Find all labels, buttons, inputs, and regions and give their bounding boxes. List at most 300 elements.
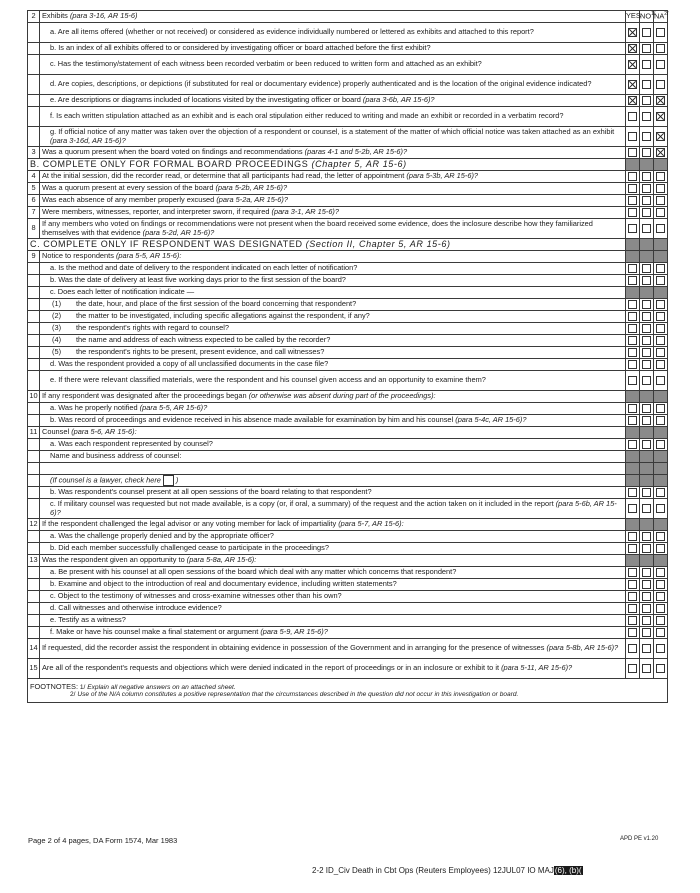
no-checkbox[interactable] [642, 504, 651, 513]
item-number-cell [28, 543, 40, 555]
na-checkbox[interactable] [656, 488, 665, 497]
checklist-row [28, 347, 668, 359]
no-checkbox-cell [640, 451, 654, 463]
na-checkbox[interactable] [656, 644, 665, 653]
item-label: b. Was respondent's counsel present at all open sessions of the board relating to that respondent? [50, 487, 372, 497]
checklist-row [28, 43, 668, 55]
no-checkbox[interactable] [642, 568, 651, 577]
no-checkbox-cell [640, 487, 654, 499]
checklist-row [28, 579, 668, 591]
na-checkbox-cell [654, 219, 668, 239]
item-number-cell [28, 639, 40, 659]
item-text [40, 263, 626, 275]
yes-checkbox[interactable] [628, 376, 637, 385]
na-checkbox[interactable] [656, 132, 665, 141]
na-checkbox[interactable] [656, 80, 665, 89]
no-checkbox-cell [640, 659, 654, 679]
no-checkbox-cell [640, 427, 654, 439]
na-checkbox[interactable] [656, 336, 665, 345]
yes-checkbox-cell [626, 543, 640, 555]
na-checkbox[interactable] [656, 184, 665, 193]
yes-checkbox[interactable] [628, 324, 637, 333]
item-text [40, 107, 626, 127]
item-label: Notice to respondents [42, 251, 114, 261]
item-number-cell [28, 591, 40, 603]
item-text [40, 171, 626, 183]
no-checkbox[interactable] [642, 404, 651, 413]
checklist-row [28, 371, 668, 391]
item-number-cell [28, 615, 40, 627]
yes-checkbox-cell [626, 591, 640, 603]
checklist-row [28, 251, 668, 263]
item-number-cell [28, 603, 40, 615]
item-number-cell [28, 439, 40, 451]
yes-checkbox[interactable] [628, 208, 637, 217]
no-checkbox[interactable] [642, 208, 651, 217]
item-number-cell [28, 403, 40, 415]
item-label: c. Does each letter of notification indicate — [50, 287, 195, 297]
item-label: b. Did each member successfully challenged cease to participate in the proceedings? [50, 543, 329, 553]
na-checkbox[interactable] [656, 440, 665, 449]
item-reference: (para 5-6, AR 15-6): [71, 427, 137, 437]
no-checkbox-cell [640, 603, 654, 615]
yes-checkbox[interactable] [628, 580, 637, 589]
no-checkbox[interactable] [642, 360, 651, 369]
sub-item-label: (4) [52, 335, 62, 345]
na-checkbox-cell [654, 403, 668, 415]
yes-checkbox[interactable] [628, 60, 637, 69]
na-checkbox-cell [654, 371, 668, 391]
yes-checkbox[interactable] [628, 404, 637, 413]
checklist-row [28, 23, 668, 43]
item-number-cell [28, 107, 40, 127]
yes-checkbox[interactable] [628, 544, 637, 553]
na-checkbox[interactable] [656, 376, 665, 385]
section-title [28, 159, 626, 171]
item-number: 10 [29, 391, 38, 401]
yes-checkbox-cell [626, 183, 640, 195]
yes-checkbox-cell [626, 403, 640, 415]
no-checkbox[interactable] [642, 224, 651, 233]
yes-checkbox[interactable] [628, 336, 637, 345]
yes-checkbox[interactable] [628, 28, 637, 37]
yes-checkbox-cell [626, 263, 640, 275]
item-number-cell [28, 347, 40, 359]
no-checkbox[interactable] [642, 592, 651, 601]
na-checkbox-cell [654, 659, 668, 679]
no-checkbox[interactable] [642, 60, 651, 69]
item-text [40, 323, 626, 335]
section-header [28, 239, 668, 251]
no-checkbox[interactable] [642, 264, 651, 273]
yes-checkbox[interactable] [628, 592, 637, 601]
checklist-row [28, 359, 668, 371]
item-number-cell [28, 555, 40, 567]
item-number-cell [28, 251, 40, 263]
page-footer: Page 2 of 4 pages, DA Form 1574, Mar 1983 [28, 836, 178, 845]
item-number: 15 [29, 663, 38, 673]
item-number: 11 [29, 427, 38, 437]
na-checkbox-cell [654, 347, 668, 359]
na-checkbox[interactable] [656, 196, 665, 205]
yes-checkbox[interactable] [628, 664, 637, 673]
no-checkbox[interactable] [642, 336, 651, 345]
item-text [40, 347, 626, 359]
yes-checkbox[interactable] [628, 264, 637, 273]
no-checkbox-cell [640, 23, 654, 43]
item-label: b. Was record of proceedings and evidence received in his absence made available for examination by him and his counsel [50, 415, 454, 425]
item-text [40, 427, 626, 439]
no-checkbox[interactable] [642, 28, 651, 37]
na-checkbox-cell [654, 603, 668, 615]
item-reference: (para 5-6b, AR 15-6)? [50, 499, 617, 517]
na-checkbox[interactable] [656, 172, 665, 181]
item-label: Name and business address of counsel: [50, 451, 182, 461]
checklist-row [28, 567, 668, 579]
yes-checkbox-cell [626, 219, 640, 239]
no-checkbox[interactable] [642, 628, 651, 637]
item-reference: (or otherwise was absent during part of the proceedings): [248, 391, 436, 401]
yes-checkbox[interactable] [628, 416, 637, 425]
na-checkbox[interactable] [656, 112, 665, 121]
yes-checkbox-cell [626, 371, 640, 391]
item-label: If the respondent challenged the legal advisor or any voting member for lack of impartiality [42, 519, 337, 529]
item-text [40, 55, 626, 75]
yes-checkbox[interactable] [628, 172, 637, 181]
na-checkbox[interactable] [656, 664, 665, 673]
yes-checkbox[interactable] [628, 604, 637, 613]
no-header-footnote-mark: 1/ [651, 11, 656, 18]
na-checkbox[interactable] [656, 28, 665, 37]
no-checkbox[interactable] [642, 324, 651, 333]
item-label: a. Is the method and date of delivery to the respondent indicated on each letter of notification? [50, 263, 358, 273]
lawyer-prompt-close: ) [175, 475, 179, 485]
no-checkbox-cell [640, 195, 654, 207]
yes-checkbox-cell [626, 439, 640, 451]
na-checkbox[interactable] [656, 416, 665, 425]
no-checkbox[interactable] [642, 440, 651, 449]
item-text [40, 311, 626, 323]
yes-checkbox[interactable] [628, 616, 637, 625]
item-label: Was the respondent given an opportunity to [42, 555, 185, 565]
yes-checkbox[interactable] [628, 440, 637, 449]
no-checkbox-cell [640, 615, 654, 627]
na-checkbox[interactable] [656, 44, 665, 53]
no-checkbox[interactable] [642, 44, 651, 53]
item-number-cell [28, 335, 40, 347]
checklist-row [28, 147, 668, 159]
no-checkbox[interactable] [642, 196, 651, 205]
na-checkbox[interactable] [656, 148, 665, 157]
na-checkbox[interactable] [656, 96, 665, 105]
yes-checkbox-cell [626, 75, 640, 95]
na-checkbox-cell [654, 499, 668, 519]
item-number-cell [28, 195, 40, 207]
item-text [40, 275, 626, 287]
yes-checkbox-cell [626, 195, 640, 207]
checklist-row [28, 107, 668, 127]
item-number-cell [28, 55, 40, 75]
na-checkbox-cell [654, 147, 668, 159]
na-checkbox-cell [654, 591, 668, 603]
no-checkbox[interactable] [642, 376, 651, 385]
na-checkbox-cell [654, 579, 668, 591]
item-number-cell [28, 499, 40, 519]
na-checkbox[interactable] [656, 616, 665, 625]
yes-checkbox[interactable] [628, 112, 637, 121]
item-number-cell [28, 531, 40, 543]
no-checkbox[interactable] [642, 172, 651, 181]
na-checkbox[interactable] [656, 224, 665, 233]
shaded-cell [626, 159, 640, 171]
item-number-cell [28, 207, 40, 219]
shaded-cell [626, 239, 640, 251]
no-checkbox[interactable] [642, 416, 651, 425]
na-header [654, 11, 668, 23]
no-checkbox[interactable] [642, 488, 651, 497]
footnote-1: Explain all negative answers on an attached sheet. [87, 683, 236, 691]
no-checkbox[interactable] [642, 184, 651, 193]
item-reference: (para 5-5, AR 15-6)? [139, 403, 208, 413]
na-checkbox[interactable] [656, 532, 665, 541]
na-checkbox-cell [654, 75, 668, 95]
no-checkbox-cell [640, 415, 654, 427]
item-number: 13 [29, 555, 38, 565]
item-reference: (para 5-7, AR 15-6): [338, 519, 404, 529]
no-checkbox-cell [640, 519, 654, 531]
na-checkbox-cell [654, 287, 668, 299]
no-checkbox[interactable] [642, 276, 651, 285]
no-checkbox-cell [640, 627, 654, 639]
item-text [40, 195, 626, 207]
section-reference: (Section II, Chapter 5, AR 15-6) [305, 238, 451, 249]
yes-checkbox[interactable] [628, 148, 637, 157]
yes-checkbox-cell [626, 659, 640, 679]
yes-checkbox[interactable] [628, 184, 637, 193]
na-checkbox[interactable] [656, 324, 665, 333]
no-checkbox[interactable] [642, 80, 651, 89]
item-text [40, 75, 626, 95]
na-checkbox-cell [654, 555, 668, 567]
item-text [40, 43, 626, 55]
na-header-label: NA [654, 11, 665, 21]
no-checkbox[interactable] [642, 644, 651, 653]
yes-checkbox[interactable] [628, 628, 637, 637]
na-checkbox[interactable] [656, 276, 665, 285]
lawyer-checkbox[interactable] [163, 475, 174, 486]
no-checkbox[interactable] [642, 604, 651, 613]
header-row [28, 11, 668, 23]
no-checkbox[interactable] [642, 664, 651, 673]
item-number-cell [28, 43, 40, 55]
na-checkbox[interactable] [656, 568, 665, 577]
checklist-row [28, 299, 668, 311]
na-checkbox[interactable] [656, 208, 665, 217]
na-checkbox[interactable] [656, 504, 665, 513]
yes-checkbox-cell [626, 55, 640, 75]
item-number: 6 [31, 195, 36, 205]
no-checkbox[interactable] [642, 616, 651, 625]
yes-checkbox[interactable] [628, 224, 637, 233]
no-checkbox[interactable] [642, 348, 651, 357]
no-checkbox-cell [640, 391, 654, 403]
checklist-row [28, 287, 668, 299]
na-checkbox[interactable] [656, 544, 665, 553]
yes-checkbox-cell [626, 579, 640, 591]
yes-checkbox-cell [626, 171, 640, 183]
item-label: f. Is each written stipulation attached as an exhibit and is each oral stipulation either reduced to writing and made an exhibit or recorded in a verbatim record? [50, 111, 564, 121]
yes-checkbox[interactable] [628, 360, 637, 369]
yes-checkbox[interactable] [628, 504, 637, 513]
document-title: 2-2 ID_Civ Death in Cbt Ops (Reuters Employees) 12JUL07 IO MAJ [312, 866, 554, 875]
checklist-row [28, 263, 668, 275]
item-number-cell [28, 127, 40, 147]
yes-checkbox[interactable] [628, 532, 637, 541]
checklist-row [28, 659, 668, 679]
item-text [40, 567, 626, 579]
yes-checkbox[interactable] [628, 132, 637, 141]
na-checkbox-cell [654, 183, 668, 195]
sub-item-label: (5) [52, 347, 62, 357]
yes-checkbox[interactable] [628, 568, 637, 577]
checklist-row [28, 219, 668, 239]
yes-checkbox[interactable] [628, 644, 637, 653]
item-number-cell [28, 287, 40, 299]
item-number-cell [28, 371, 40, 391]
no-checkbox[interactable] [642, 96, 651, 105]
na-checkbox-cell [654, 567, 668, 579]
yes-checkbox[interactable] [628, 276, 637, 285]
item-label: d. Was the respondent provided a copy of all unclassified documents in the case file? [50, 359, 329, 369]
no-checkbox[interactable] [642, 148, 651, 157]
na-checkbox-cell [654, 171, 668, 183]
na-checkbox-cell [654, 323, 668, 335]
item-number-cell [28, 519, 40, 531]
item-number-cell [28, 391, 40, 403]
checklist-row [28, 323, 668, 335]
item-reference: (para 5-9, AR 15-6)? [260, 627, 328, 637]
na-checkbox-cell [654, 127, 668, 147]
yes-checkbox-cell [626, 127, 640, 147]
na-checkbox[interactable] [656, 360, 665, 369]
item-number: 4 [31, 171, 36, 181]
footnotes [28, 679, 668, 703]
na-checkbox[interactable] [656, 592, 665, 601]
yes-checkbox-cell [626, 639, 640, 659]
yes-checkbox[interactable] [628, 44, 637, 53]
no-checkbox[interactable] [642, 300, 651, 309]
no-checkbox[interactable] [642, 532, 651, 541]
yes-checkbox-cell [626, 475, 640, 487]
no-checkbox[interactable] [642, 580, 651, 589]
yes-checkbox-cell [626, 603, 640, 615]
yes-checkbox[interactable] [628, 488, 637, 497]
na-checkbox[interactable] [656, 300, 665, 309]
item-number-cell [28, 323, 40, 335]
no-checkbox[interactable] [642, 544, 651, 553]
item-label: a. Are all items offered (whether or not received) or considered as evidence individually numbered or lettered as exhibits and attached to this report? [50, 27, 534, 37]
item-text [40, 11, 626, 23]
item-number-cell [28, 627, 40, 639]
item-text [40, 403, 626, 415]
na-checkbox-cell [654, 107, 668, 127]
checklist-row [28, 615, 668, 627]
no-checkbox-cell [640, 147, 654, 159]
yes-checkbox[interactable] [628, 80, 637, 89]
yes-checkbox[interactable] [628, 96, 637, 105]
item-label: a. Was he properly notified [50, 403, 138, 413]
no-checkbox-cell [640, 555, 654, 567]
no-checkbox-cell [640, 371, 654, 391]
section-label: B. COMPLETE ONLY FOR FORMAL BOARD PROCEEDINGS [30, 158, 309, 169]
apd-version: APD PE v1.20 [620, 836, 659, 842]
item-text [40, 299, 626, 311]
item-number-cell [28, 359, 40, 371]
header-num [28, 11, 40, 23]
item-reference: (para 5-2a, AR 15-6)? [216, 195, 288, 205]
yes-checkbox-cell [626, 359, 640, 371]
na-checkbox[interactable] [656, 348, 665, 357]
na-checkbox[interactable] [656, 604, 665, 613]
yes-checkbox-cell [626, 147, 640, 159]
item-number-cell [28, 463, 40, 475]
item-number-cell [28, 311, 40, 323]
item-label: Was a quorum present at every session of the board [42, 183, 214, 193]
no-checkbox-cell [640, 543, 654, 555]
item-text [40, 659, 626, 679]
yes-checkbox[interactable] [628, 348, 637, 357]
na-checkbox[interactable] [656, 60, 665, 69]
no-checkbox-cell [640, 359, 654, 371]
item-reference: (para 5-11, AR 15-6)? [501, 663, 573, 673]
item-number-cell [28, 415, 40, 427]
checklist-row [28, 183, 668, 195]
checklist-row [28, 335, 668, 347]
yes-checkbox[interactable] [628, 300, 637, 309]
no-checkbox[interactable] [642, 312, 651, 321]
yes-checkbox[interactable] [628, 196, 637, 205]
footnotes-label: FOOTNOTES: [30, 681, 79, 691]
item-label: b. Examine and object to the introduction of real and documentary evidence, including written statements? [50, 579, 397, 589]
shaded-cell [640, 159, 654, 171]
yes-checkbox-cell [626, 299, 640, 311]
sub-item-label: (2) [52, 311, 62, 321]
item-number-cell [28, 451, 40, 463]
checklist-row [28, 75, 668, 95]
na-checkbox[interactable] [656, 264, 665, 273]
shaded-cell [654, 159, 668, 171]
item-number: 2 [31, 11, 36, 21]
na-checkbox[interactable] [656, 404, 665, 413]
item-reference: (paras 4-1 and 5-2b, AR 15-6)? [304, 147, 408, 157]
na-checkbox[interactable] [656, 628, 665, 637]
no-checkbox-cell [640, 287, 654, 299]
yes-checkbox-cell [626, 323, 640, 335]
na-checkbox-cell [654, 251, 668, 263]
na-checkbox[interactable] [656, 312, 665, 321]
checklist-form [27, 10, 668, 703]
checklist-row [28, 475, 668, 487]
na-checkbox-cell [654, 95, 668, 107]
section-reference: (Chapter 5, AR 15-6) [311, 158, 407, 169]
no-checkbox[interactable] [642, 132, 651, 141]
no-checkbox[interactable] [642, 112, 651, 121]
yes-checkbox-cell [626, 615, 640, 627]
na-checkbox-cell [654, 415, 668, 427]
checklist-row [28, 487, 668, 499]
yes-checkbox[interactable] [628, 312, 637, 321]
na-checkbox[interactable] [656, 580, 665, 589]
